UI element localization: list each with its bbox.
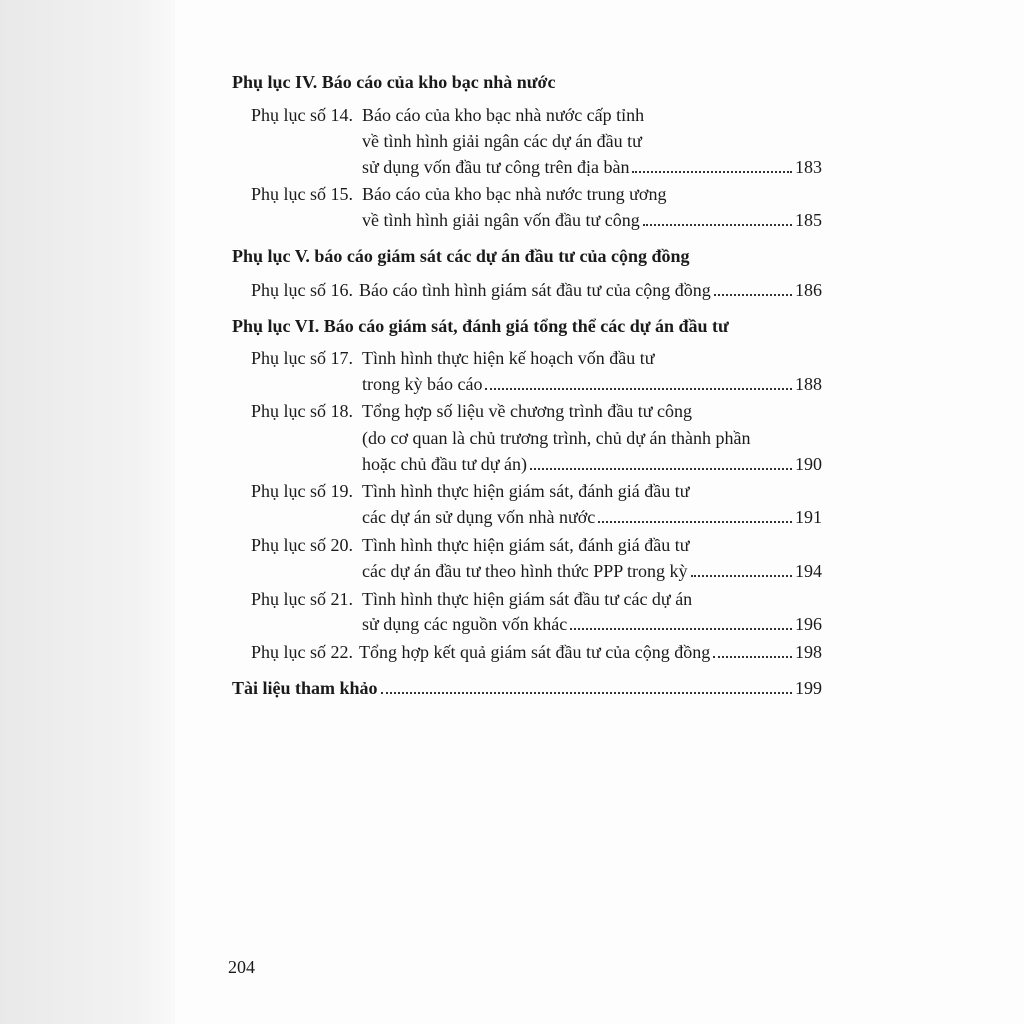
- leader-dots: [381, 692, 792, 694]
- entry-line: hoặc chủ đầu tư dự án): [362, 454, 527, 474]
- leader-dots: [632, 171, 792, 173]
- page-number: 204: [228, 957, 255, 977]
- leader-dots: [643, 224, 792, 226]
- entry-line: (do cơ quan là chủ trương trình, chủ dự án thành phần: [362, 428, 751, 448]
- entry-line: Tình hình thực hiện giám sát đầu tư các dự án: [362, 589, 693, 609]
- entry-label: Phụ lục số 15.: [251, 184, 354, 204]
- entry-label: Phụ lục số 20.: [251, 535, 354, 555]
- entry-label: Phụ lục số 17.: [251, 348, 354, 368]
- entry-line: Báo cáo của kho bạc nhà nước cấp tỉnh: [362, 105, 645, 125]
- references-label: Tài liệu tham khảo: [232, 678, 378, 698]
- toc-entry-last-line: [251, 280, 822, 301]
- toc-entry-last-line: [362, 507, 822, 528]
- entry-line: Báo cáo tình hình giám sát đầu tư của cộng đồng: [359, 280, 711, 300]
- leader-dots: [570, 628, 792, 630]
- entry-page: 186: [795, 280, 822, 300]
- leader-dots: [530, 468, 792, 470]
- entry-line: Tình hình thực hiện giám sát, đánh giá đầu tư: [362, 535, 690, 555]
- entry-page: 196: [795, 614, 822, 634]
- section-heading: Phụ lục VI. Báo cáo giám sát, đánh giá tổng thể các dự án đầu tư: [232, 316, 729, 336]
- entry-page: 185: [795, 210, 822, 230]
- entry-line: sử dụng vốn đầu tư công trên địa bàn: [362, 157, 630, 177]
- entry-page: 191: [795, 507, 822, 527]
- entry-line: Tổng hợp số liệu về chương trình đầu tư công: [362, 401, 692, 421]
- entry-label: Phụ lục số 21.: [251, 589, 354, 609]
- toc-entry-last-line: [362, 210, 822, 231]
- entry-line: trong kỳ báo cáo: [362, 374, 483, 394]
- entry-page: 188: [795, 374, 822, 394]
- entry-page: 183: [795, 157, 822, 177]
- entry-page: 198: [795, 642, 822, 662]
- toc-entry-last-line: [251, 642, 822, 663]
- toc-entry-last-line: [362, 374, 822, 395]
- entry-line: Tình hình thực hiện giám sát, đánh giá đầu tư: [362, 481, 690, 501]
- section-heading: Phụ lục V. báo cáo giám sát các dự án đầu tư của cộng đồng: [232, 246, 690, 266]
- entry-line: Tình hình thực hiện kế hoạch vốn đầu tư: [362, 348, 655, 368]
- entry-line: về tình hình giải ngân vốn đầu tư công: [362, 210, 640, 230]
- leader-dots: [485, 388, 792, 390]
- entry-label: Phụ lục số 14.: [251, 105, 354, 125]
- entry-line: về tình hình giải ngân các dự án đầu tư: [362, 131, 642, 151]
- entry-line: các dự án sử dụng vốn nhà nước: [362, 507, 596, 527]
- section-heading: Phụ lục IV. Báo cáo của kho bạc nhà nước: [232, 72, 556, 92]
- entry-page: 190: [795, 454, 822, 474]
- entry-line: Báo cáo của kho bạc nhà nước trung ương: [362, 184, 667, 204]
- leader-dots: [691, 575, 792, 577]
- entry-line: các dự án đầu tư theo hình thức PPP trong kỳ: [362, 561, 688, 581]
- leader-dots: [713, 656, 792, 658]
- toc-entry-last-line: [362, 454, 822, 475]
- entry-label: Phụ lục số 22.: [251, 642, 354, 662]
- entry-line: Tổng hợp kết quả giám sát đầu tư của cộng đồng: [359, 642, 711, 662]
- references-page: 199: [795, 678, 822, 698]
- entry-label: Phụ lục số 18.: [251, 401, 354, 421]
- leader-dots: [598, 521, 792, 523]
- toc-entry-last-line: [362, 157, 822, 178]
- toc-entry-last-line: [362, 561, 822, 582]
- entry-line: sử dụng các nguồn vốn khác: [362, 614, 568, 634]
- entry-label: Phụ lục số 16.: [251, 280, 354, 300]
- entry-page: 194: [795, 561, 822, 581]
- leader-dots: [714, 294, 792, 296]
- toc-entry-last-line: [362, 614, 822, 635]
- entry-label: Phụ lục số 19.: [251, 481, 354, 501]
- toc-references-line: [232, 678, 822, 699]
